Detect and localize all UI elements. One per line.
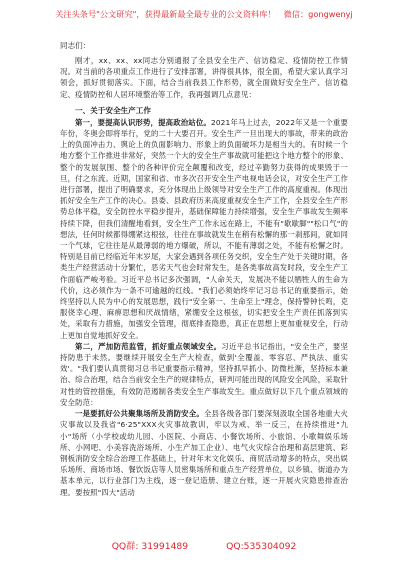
footer-qq: QQ:535304092: [226, 541, 297, 552]
part1-body: 2021年马上过去，2022年又是一个重要年份，冬奥会即将举行，党的二十大要召开。安全生产一旦出现大的事故，带来的政治上的负面冲击力、舆论上的负面影响力、形象上的负面破坏力是相当大的。有时候一个地方整个工作推进非常好，突然一个大的安全生产事故就可能把这个地方整个的形象、整个的发展氛围、整个的各种评价完全颠覆和改变，经过辛勤努力获得的成果毁于一旦，付之东流。近期，国家和省、市多次召开安全生产电视电话会议，对安全生产工作进行部署，提出了明确要求，充分体现出上级领导对安全生产工作的高度重视。体现出抓好安全生产工作的决心。县委、县政府历来高度重视安全生产工作，全县安全生产形势总体平稳，安全防控水平稳步提升，基础保障能力持续增强，安全生产事故发生频率持续下降，但我们清醒地看到，安全生产工作永远在路上，不能有"歇歇脚""松口气"的想法，任何时候都得绷紧这根弦，往往在事故就发生在稍有松懈的那一刹那间，就如同一个气球，它往往是从最薄弱的地方爆破，所以，不能有薄弱之处，不能有松懈之时。特别是目前已经临近年末岁尾，大家会遇到各项任务交织，安全生产处于关键时期，各类生产经营活动十分繁忙，恶劣天气也会时常发生，是各类事故高发时段，安全生产工作面临严峻考验。习近平总书记多次强调，"人命关天，发展决不能以牺牲人的生命为代价，这必须作为一条不可逾越的红线。"我们必须始终牢记习总书记的重要指示，始终坚持以人民为中心的发展思想，践行"安全第一、生命至上"理念，保持警钟长鸣，克服侥幸心理、麻痹思想和厌战情绪，紧绷安全这根弦，切实把安全生产责任抓落到实处，采取有力措施，加强安全管理，彻底排查隐患，真正在思想上更加重视安全，行动上更加自觉地抓好安全。: [60, 117, 348, 340]
intro-paragraph: 刚才，xx、xx、xx同志分别通报了全县安全生产、信访稳定、疫情防控工作情况。对当前的各项重点工作进行了安排部署，讲得很具体，很全面，希望大家认真学习领会，抓好贯彻落实。下面，结合当前我县工作形势，就全面做好安全生产、信访稳定、疫情防控和人居环境整治等工作，我再强调几点意见：: [60, 56, 348, 99]
part1-lead: 第一，要提高认识形势，提高政治站位。: [75, 117, 211, 127]
greeting: 同志们：: [60, 41, 91, 50]
part3-lead: 一是要抓好公共聚集场所及消防安全。: [75, 409, 204, 419]
footer-banner: [0, 540, 408, 554]
part2-lead: 第二，严加防范监管，抓好重点领域安全。: [75, 341, 222, 351]
footer-qq-group: QQ群: 31991489: [111, 541, 189, 552]
banner-wechat-text: 微信：gongwenyj: [283, 9, 353, 19]
paragraph-part2: [60, 341, 348, 408]
paragraph-part1: [60, 117, 348, 341]
part3-body: 全县各级各部门要深刻汲取全国各地重大火灾事故以及我省"6·25"XXX火灾事故教训，牢以为戒、举一反三，在持续推进"九小"场所（小学校或幼儿园、小医院、小商店、小餐饮场所、小旅馆、小歌舞娱乐场所、小网吧、小美容洗浴场所、小生产加工企业）、电气火灾综合治理和高层建筑、彩钢板消防安全综合治理工作基础上，针对年末文化娱乐、商贸活动增多的特点，突出娱乐场所、商场市场、餐饮饭店等人员密集场所和重点生产经营单位，以乡镇、街道办为基本单元，以行业部门为主线，逐一登记造册、建立台账，逐一开展火灾隐患排查治理。要按照"四大"活动: [60, 409, 348, 497]
header-banner: [0, 8, 408, 20]
part2-body: 习近平总书记指出，"安全生产，要坚持防患于未然。要继续开展安全生产大检查，做到'全覆盖、零容忍、严执法、重实效'。"我们要认真贯彻习总书记重要指示精神，坚持抓早抓小、防微杜渐，坚持标本兼治、综合治理，结合当前安全生产的规律特点，研判可能出现的风险安全风险，采取针对性的管控措施，有效防范遏制各类安全生产事故发生。重点做好以下几个重点领域的安全防范：: [60, 341, 349, 407]
section-heading-safety: 一、关于安全生产工作: [75, 105, 151, 115]
banner-promo-text: 关注头条号"公文研究"，获得最新最全最专业的公文资料库！: [55, 9, 276, 19]
paragraph-part3: [60, 408, 348, 498]
document-body: [60, 40, 348, 498]
